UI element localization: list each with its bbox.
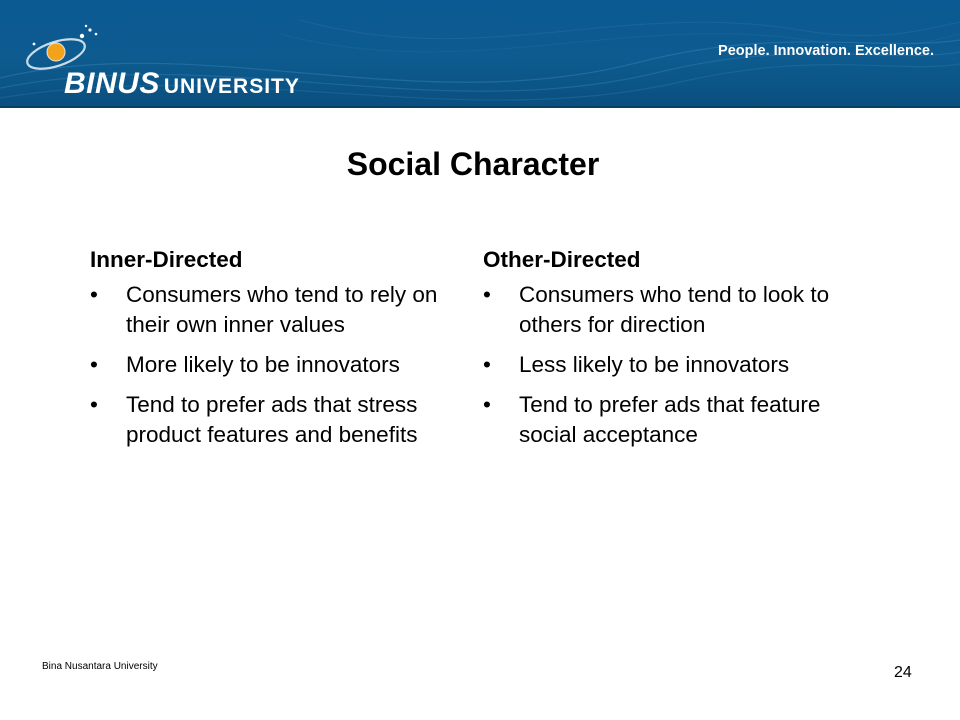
footer-institution: Bina Nusantara University: [42, 661, 158, 672]
bullet-text: Consumers who tend to look to others for direction: [519, 282, 830, 337]
column-inner-directed: [90, 244, 470, 460]
bullet-list: [483, 280, 863, 450]
column-heading: Other-Directed: [483, 247, 641, 272]
bullet-item: [483, 390, 863, 450]
column-heading: Inner-Directed: [90, 247, 243, 272]
bullet-icon: •: [483, 352, 491, 377]
bullet-icon: •: [483, 282, 491, 307]
logo-wordmark: [64, 67, 300, 101]
header-tagline: People. Innovation. Excellence.: [718, 43, 934, 59]
bullet-item: [90, 280, 470, 340]
bullet-icon: •: [90, 282, 98, 307]
bullet-text: Tend to prefer ads that feature social acceptance: [519, 392, 821, 447]
bullet-item: [90, 390, 470, 450]
bullet-text: Tend to prefer ads that stress product features and benefits: [126, 392, 418, 447]
bullet-item: [483, 350, 863, 380]
header-divider: [0, 106, 960, 108]
logo-subtext: UNIVERSITY: [163, 75, 300, 98]
binus-logo: [20, 22, 300, 102]
logo-text: BINUS: [64, 67, 160, 100]
bullet-text: Consumers who tend to rely on their own inner values: [126, 282, 438, 337]
bullet-list: [90, 280, 470, 450]
slide-title: Social Character: [346, 146, 600, 182]
bullet-item: [483, 280, 863, 340]
header-band: [0, 0, 960, 108]
bullet-icon: •: [483, 392, 491, 417]
bullet-icon: •: [90, 352, 98, 377]
bullet-icon: •: [90, 392, 98, 417]
page-number: 24: [894, 664, 912, 681]
bullet-item: [90, 350, 470, 380]
bullet-text: Less likely to be innovators: [519, 352, 790, 377]
column-other-directed: [483, 244, 863, 460]
bullet-text: More likely to be innovators: [126, 352, 400, 377]
